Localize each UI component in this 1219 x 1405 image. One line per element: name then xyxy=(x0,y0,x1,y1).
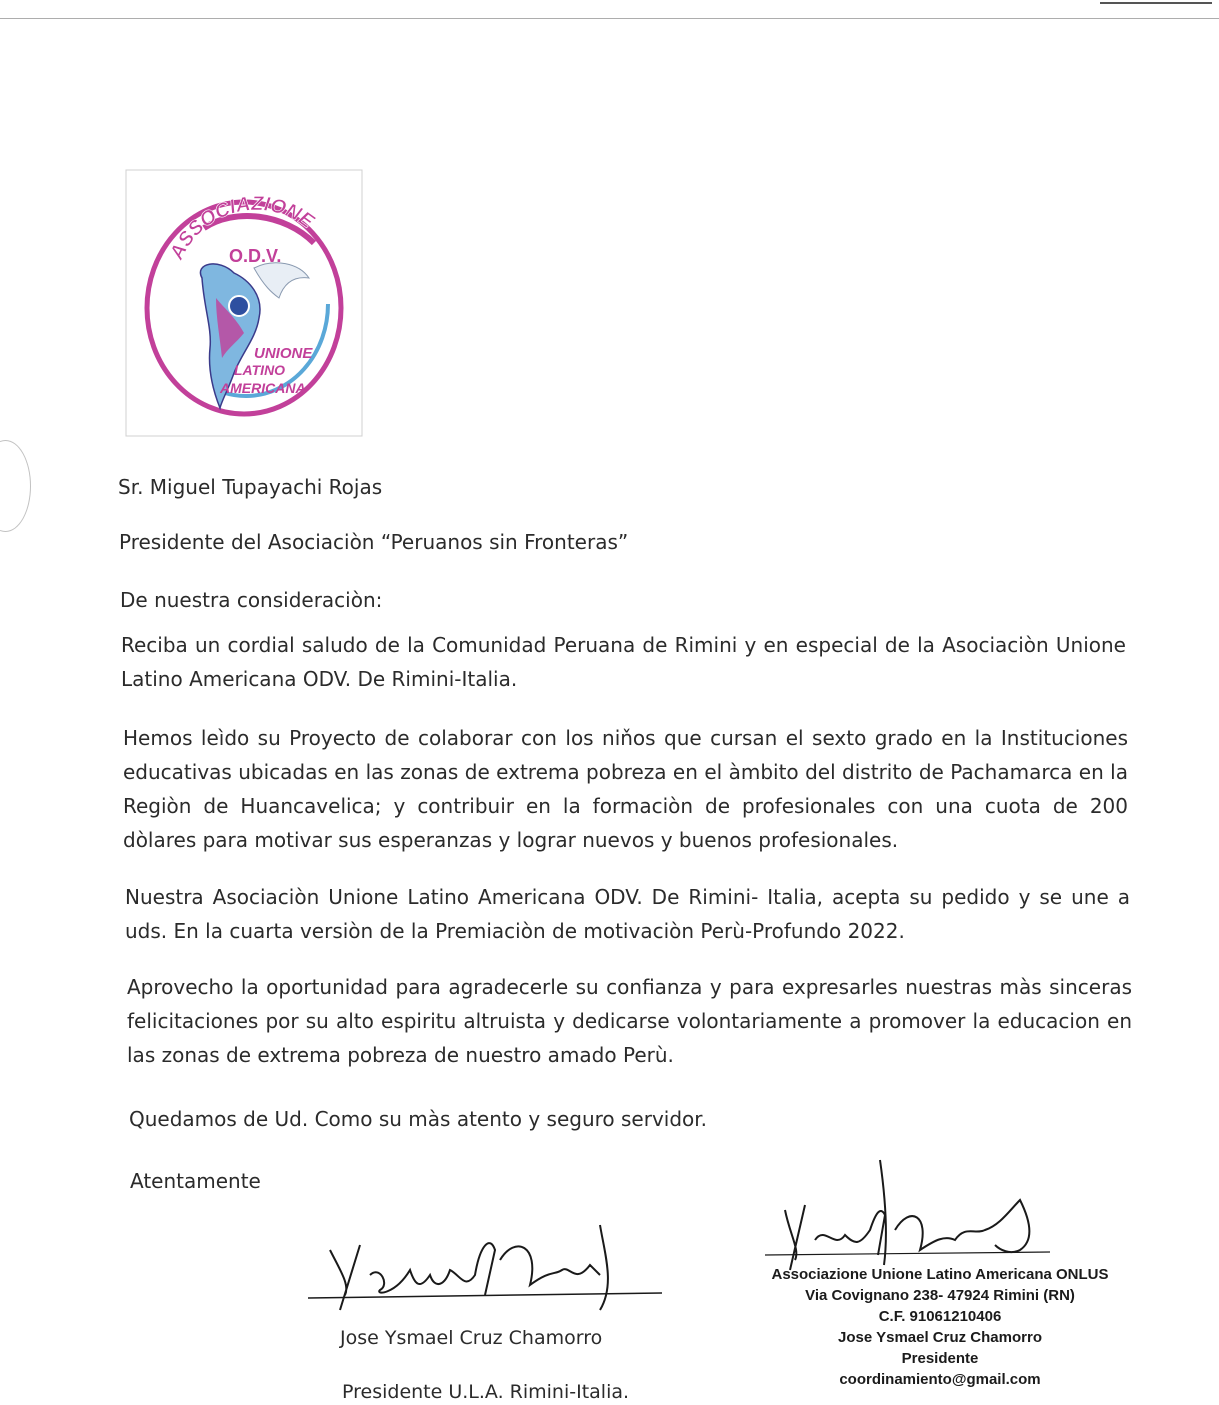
paragraph-greeting: Reciba un cordial saludo de la Comunidad Peruana de Rimini y en especial de la Asociaciòn Unione Latino Americana ODV. De Rimini-Italia. xyxy=(121,633,1126,691)
stamp-line-association: Associazione Unione Latino Americana ONLUS xyxy=(771,1266,1109,1283)
scan-paper-curl xyxy=(0,440,31,532)
recipient-title: Presidente del Asociaciòn “Peruanos sin Fronteras” xyxy=(119,530,629,554)
closing: Atentamente xyxy=(130,1169,261,1193)
association-logo xyxy=(124,168,364,438)
paragraph-gratitude: Aprovecho la oportunidad para agradecerle su confianza y para expresarles nuestras màs sinceras felicitaciones por su alto espiritu altruista y dedicarse volontariamente a promover la educacion en las zonas de extrema pobreza de nuestro amado Perù. xyxy=(127,975,1132,1067)
scan-edge-line xyxy=(0,18,1219,19)
salutation: De nuestra consideraciòn: xyxy=(120,588,383,612)
stamp-line-email: coordinamiento@gmail.com xyxy=(839,1371,1041,1388)
signature-right xyxy=(760,1155,1060,1275)
logo-sub-text: O.D.V. xyxy=(229,246,282,266)
association-stamp xyxy=(760,1264,1120,1390)
signature-left xyxy=(300,1215,670,1325)
closing-line: Quedamos de Ud. Como su màs atento y seguro servidor. xyxy=(129,1107,708,1131)
recipient-name: Sr. Miguel Tupayachi Rojas xyxy=(118,475,383,499)
stamp-line-address: Via Covignano 238- 47924 Rimini (RN) xyxy=(805,1287,1075,1304)
stamp-line-role: Presidente xyxy=(901,1350,979,1367)
stamp-line-name: Jose Ysmael Cruz Chamorro xyxy=(838,1329,1042,1346)
logo-bottom-text-2: LATINO xyxy=(234,362,286,378)
signer-name: Jose Ysmael Cruz Chamorro xyxy=(340,1327,603,1349)
scan-edge-mark xyxy=(1100,2,1212,4)
paragraph-acceptance: Nuestra Asociaciòn Unione Latino Americana ODV. De Rimini- Italia, acepta su pedido y se une a uds. En la cuarta versiòn de la Premiaciòn de motivaciòn Perù-Profundo 2022. xyxy=(125,885,1130,943)
logo-bottom-text-1: UNIONE xyxy=(254,345,313,362)
signer-title: Presidente U.L.A. Rimini-Italia. xyxy=(342,1381,630,1403)
logo-bottom-text-3: AMERICANA xyxy=(220,380,306,396)
stamp-line-fiscal-code: C.F. 91061210406 xyxy=(878,1308,1002,1325)
logo-top-text: ASSOCIAZIONE xyxy=(165,192,318,264)
paragraph-project: Hemos leìdo su Proyecto de colaborar con los niňos que cursan el sexto grado en la Instituciones educativas ubicadas en las zonas de extrema pobreza en el àmbito del distrito de Pachamarca en la Regiòn de Huancavelica; y contribuir en la formaciòn de profesionales con una cuota de 200 dòlares para motivar sus esperanzas y lograr nuevos y buenos profesionales. xyxy=(123,726,1128,852)
